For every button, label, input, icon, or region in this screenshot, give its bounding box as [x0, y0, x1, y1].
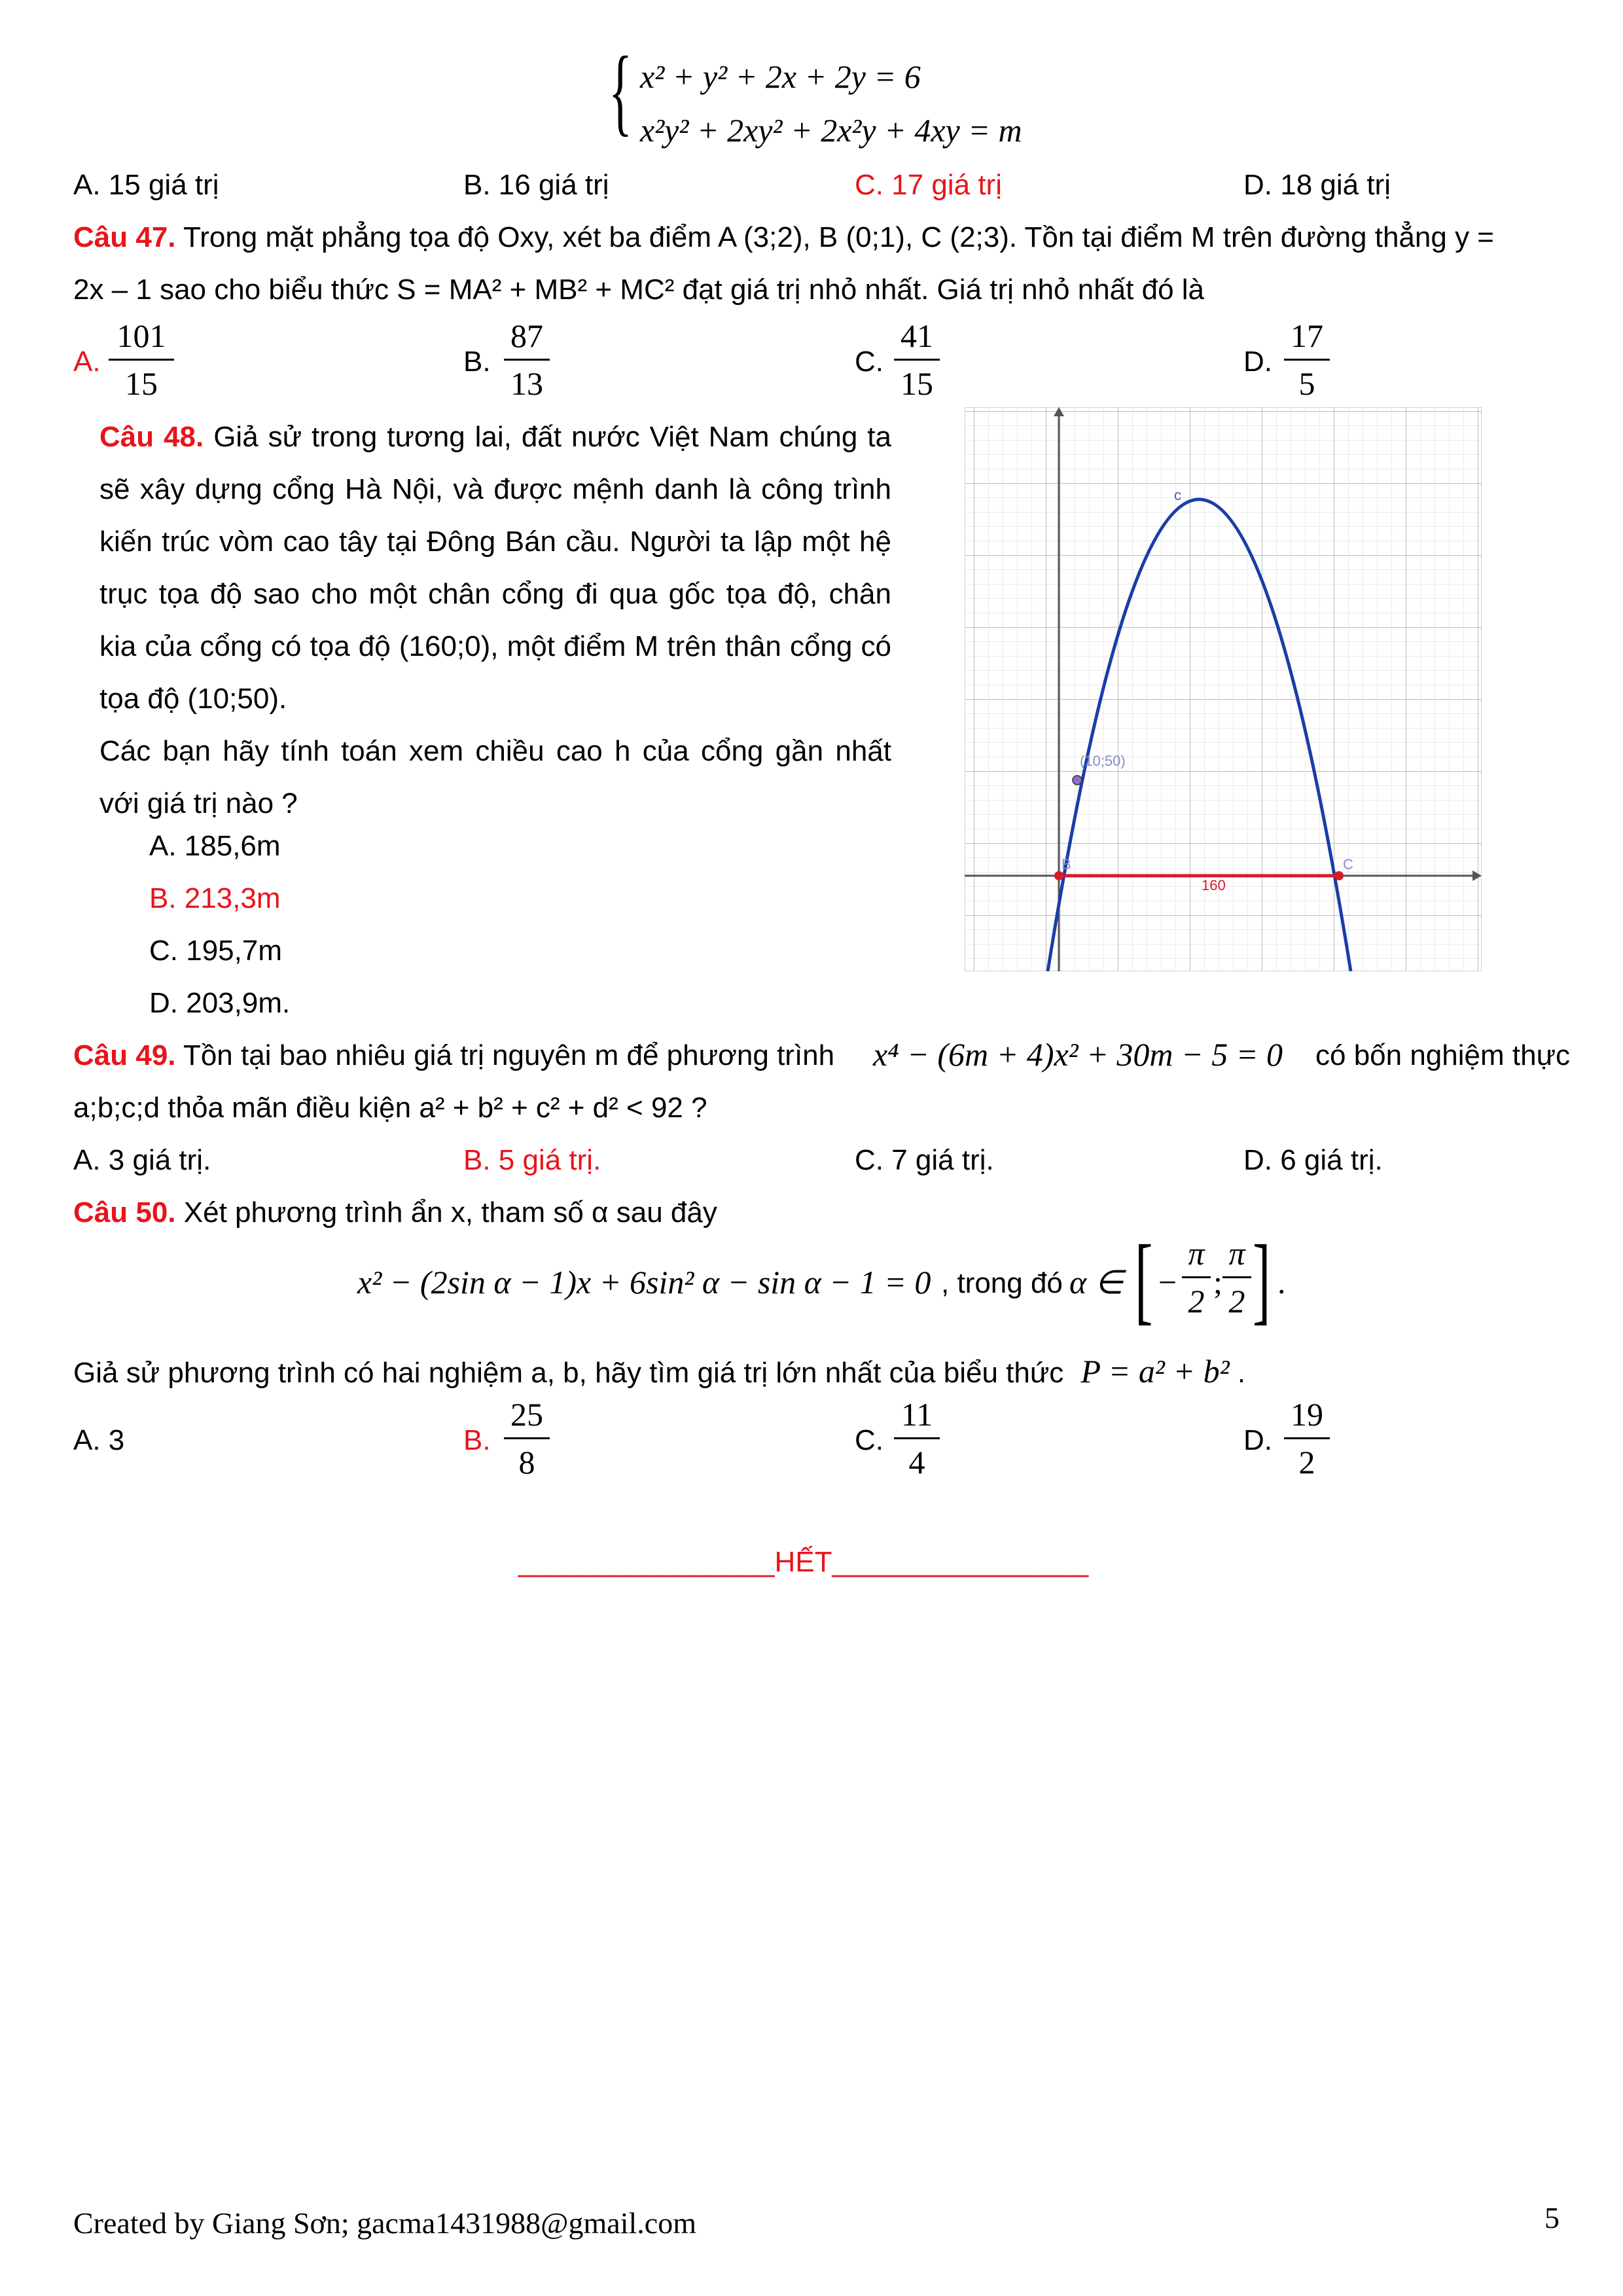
q49-text-before: Tồn tại bao nhiêu giá trị nguyên m để phương trình — [183, 1039, 835, 1071]
system-eq1: x² + y² + 2x + 2y = 6 — [640, 58, 921, 95]
q50-p-expr: P = a² + b² — [1080, 1353, 1230, 1390]
graph-label-curve: c — [1174, 487, 1181, 503]
q48-paragraph — [99, 411, 891, 725]
q47-option-b-letter: B. — [463, 346, 491, 378]
q50-option-a: A. 3 — [73, 1424, 125, 1456]
q48-option-d: D. 203,9m. — [149, 987, 291, 1019]
q50-minus: − — [1158, 1264, 1177, 1300]
q50-alpha-in: α ∈ — [1069, 1264, 1124, 1300]
graph-point-c — [1334, 871, 1344, 880]
q47-option-c-frac: 41 15 — [894, 315, 940, 404]
q49-option-c: C. 7 giá trị. — [855, 1144, 994, 1176]
q50-text2: Giả sử phương trình có hai nghiệm a, b, hãy tìm giá trị lớn nhất của biểu thức P = a² + b² . — [73, 1353, 1246, 1390]
q50-period: . — [1277, 1264, 1286, 1300]
q47-option-c-letter: C. — [855, 346, 883, 378]
page-number: 5 — [1544, 2201, 1560, 2234]
q48-question: Các bạn hãy tính toán xem chiều cao h của cổng gần nhất với giá trị nào ? — [99, 735, 891, 819]
q48-graph — [965, 407, 1482, 971]
q47-line1 — [73, 221, 1494, 254]
q50-interval-lower: π 2 — [1182, 1233, 1211, 1321]
q48-option-a: A. 185,6m — [149, 830, 281, 862]
q50-interval-upper: π 2 — [1222, 1233, 1251, 1321]
q47-text1: Trong mặt phẳng tọa độ Oxy, xét ba điểm A (3;2), B (0;1), C (2;3). Tồn tại điểm M trên đường thẳng y = — [183, 221, 1494, 253]
q48-text: Giả sử trong tương lai, đất nước Việt Nam chúng ta sẽ xây dựng cổng Hà Nội, và được mệnh danh là công trình kiến trúc vòm cao tây tại Đông Bán cầu. Người ta lập một hệ trục tọa độ sao cho một chân cổng đi qua gốc tọa độ, chân kia của cổng có tọa độ (160;0), một điểm M trên thân cổng có tọa độ (10;50). — [99, 421, 891, 715]
q46-option-b: B. 16 giá trị — [463, 169, 609, 201]
system-eq2: x²y² + 2xy² + 2x²y + 4xy = m — [640, 112, 1022, 149]
q50-bracket-left: [ — [1135, 1225, 1153, 1334]
q50-equation: x² − (2sin α − 1)x + 6sin² α − sin α − 1 = 0 — [357, 1264, 931, 1300]
q48-option-c: C. 195,7m — [149, 935, 282, 967]
footer-credit: Created by Giang Sơn; gacma1431988@gmail.com — [73, 2206, 696, 2240]
q49-equation: x⁴ − (6m + 4)x² + 30m − 5 = 0 — [873, 1036, 1283, 1073]
q50-text1: Xét phương trình ẩn x, tham số α sau đây — [183, 1196, 717, 1229]
q46-option-a: A. 15 giá trị — [73, 169, 219, 201]
q49-option-d: D. 6 giá trị. — [1243, 1144, 1383, 1176]
q50-bracket-right: ] — [1253, 1225, 1271, 1334]
end-marker: ________________HẾT________________ — [518, 1546, 1089, 1578]
q48-body — [99, 411, 891, 830]
q48-label: Câu 48. — [99, 421, 204, 453]
q49-option-a: A. 3 giá trị. — [73, 1144, 211, 1176]
q50-semicolon: ; — [1213, 1264, 1222, 1300]
q49-label: Câu 49. — [73, 1039, 176, 1071]
q47-option-b-frac: 87 13 — [504, 315, 550, 404]
q47-option-d-letter: D. — [1243, 346, 1272, 378]
q50-option-b-letter: B. — [463, 1424, 491, 1456]
graph-point-b — [1054, 871, 1063, 880]
graph-label-point: (10;50) — [1080, 753, 1126, 769]
q47-label: Câu 47. — [73, 221, 176, 253]
q47-option-a-frac: 101 15 — [109, 315, 174, 404]
q50-text2-body: Giả sử phương trình có hai nghiệm a, b, hãy tìm giá trị lớn nhất của biểu thức — [73, 1357, 1064, 1389]
graph-label-span: 160 — [1202, 877, 1226, 893]
q49-text2: a;b;c;d thỏa mãn điều kiện a² + b² + c² + d² < 92 ? — [73, 1092, 707, 1124]
q47-option-a-letter: A. — [73, 346, 101, 378]
system-brace: { — [609, 37, 632, 145]
q46-option-d: D. 18 giá trị — [1243, 169, 1391, 201]
q50-option-d-letter: D. — [1243, 1424, 1272, 1456]
q50-option-b-frac: 25 8 — [504, 1394, 550, 1482]
graph-label-b: B — [1061, 856, 1071, 872]
q48-option-b: B. 213,3m — [149, 882, 281, 914]
q50-option-d-frac: 19 2 — [1284, 1394, 1330, 1482]
q46-option-c: C. 17 giá trị — [855, 169, 1002, 201]
q47-text2: 2x – 1 sao cho biểu thức S = MA² + MB² + MC² đạt giá trị nhỏ nhất. Giá trị nhỏ nhất đó là — [73, 274, 1205, 306]
graph-label-c: C — [1343, 856, 1353, 872]
q49-line1 — [73, 1039, 834, 1072]
q50-option-c-letter: C. — [855, 1424, 883, 1456]
q50-line1 — [73, 1196, 717, 1229]
q50-label: Câu 50. — [73, 1196, 176, 1229]
q49-option-b: B. 5 giá trị. — [463, 1144, 601, 1176]
q49-text-after: có bốn nghiệm thực — [1315, 1039, 1571, 1071]
graph-point-m — [1073, 776, 1082, 785]
q50-where: , trong đó — [941, 1267, 1063, 1299]
q50-option-c-frac: 11 4 — [894, 1394, 940, 1482]
q47-option-d-frac: 17 5 — [1284, 315, 1330, 404]
